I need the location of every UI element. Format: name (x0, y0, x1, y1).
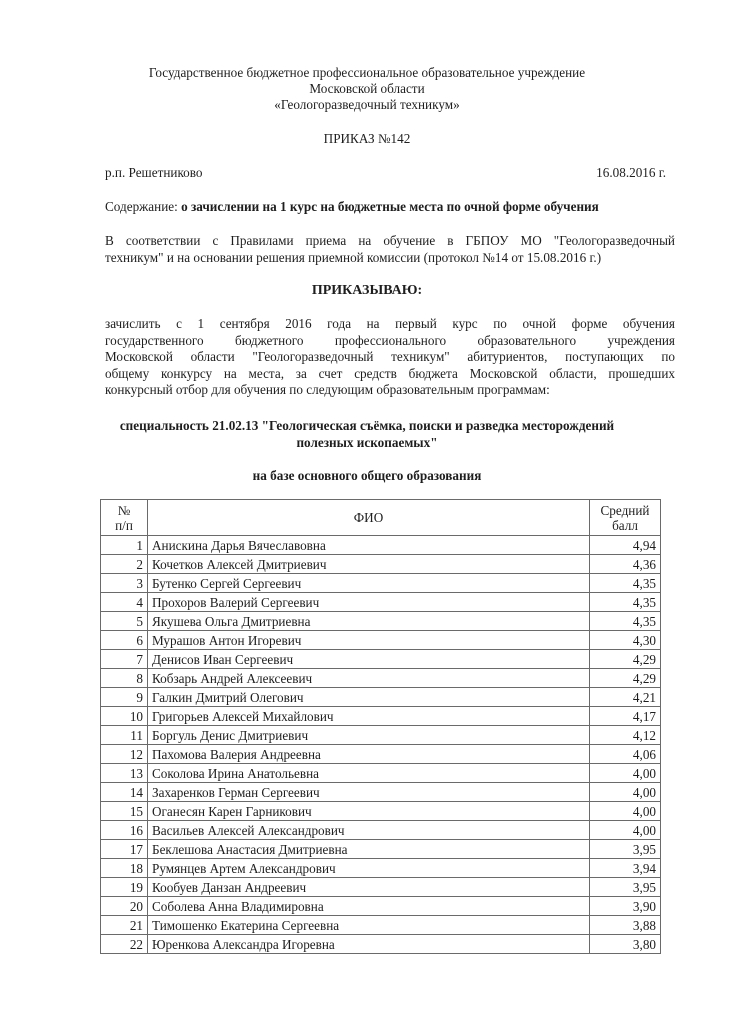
header-score-line-1: Средний (600, 502, 650, 518)
average-score: 3,90 (590, 897, 661, 916)
average-score: 3,80 (590, 935, 661, 954)
student-name: Якушева Ольга Дмитриевна (148, 612, 590, 631)
enrollment-table (100, 499, 661, 954)
table-row (101, 897, 661, 916)
average-score: 4,00 (590, 764, 661, 783)
average-score: 4,29 (590, 669, 661, 688)
table-row (101, 726, 661, 745)
header-full-name: ФИО (148, 500, 590, 536)
row-number: 6 (101, 631, 148, 650)
org-name-line-1: Государственное бюджетное профессиональное образовательное учреждение (148, 65, 586, 80)
header-average-score (590, 500, 661, 536)
order-place: р.п. Решетниково (105, 165, 203, 180)
decree-line-1: зачислить с 1 сентября 2016 года на первый курс по очной форме обучения (105, 316, 675, 331)
row-number: 19 (101, 878, 148, 897)
table-row (101, 612, 661, 631)
student-name: Бутенко Сергей Сергеевич (148, 574, 590, 593)
row-number: 15 (101, 802, 148, 821)
order-subject (105, 198, 675, 215)
row-number: 5 (101, 612, 148, 631)
order-basis (105, 233, 675, 266)
table-row (101, 555, 661, 574)
average-score: 4,17 (590, 707, 661, 726)
table-row (101, 574, 661, 593)
student-name: Захаренков Герман Сергеевич (148, 783, 590, 802)
order-title: ПРИКАЗ №142 (323, 131, 411, 146)
average-score: 4,35 (590, 574, 661, 593)
decree-line-2: государственного бюджетного профессионального образовательного учреждения (105, 332, 675, 348)
student-name: Мурашов Антон Игоревич (148, 631, 590, 650)
header-number-line-2: п/п (115, 517, 133, 533)
basis-line-1: В соответствии с Правилами приема на обучение в ГБПОУ МО "Геологоразведочный (105, 233, 675, 248)
specialty-title-line-1: специальность 21.02.13 "Геологическая съёмка, поиски и разведка месторождений (119, 418, 615, 433)
average-score: 4,00 (590, 802, 661, 821)
student-name: Денисов Иван Сергеевич (148, 650, 590, 669)
student-name: Прохоров Валерий Сергеевич (148, 593, 590, 612)
row-number: 10 (101, 707, 148, 726)
table-row (101, 783, 661, 802)
row-number: 16 (101, 821, 148, 840)
student-name: Румянцев Артем Александрович (148, 859, 590, 878)
table-row (101, 764, 661, 783)
table-row (101, 935, 661, 954)
student-name: Григорьев Алексей Михайлович (148, 707, 590, 726)
row-number: 17 (101, 840, 148, 859)
table-row (101, 802, 661, 821)
student-name: Галкин Дмитрий Олегович (148, 688, 590, 707)
org-name-line-3: «Геологоразведочный техникум» (274, 97, 460, 112)
row-number: 7 (101, 650, 148, 669)
average-score: 3,94 (590, 859, 661, 878)
student-name: Оганесян Карен Гарникович (148, 802, 590, 821)
table-row (101, 650, 661, 669)
org-name-line-2: Московской области (309, 81, 425, 96)
average-score: 4,12 (590, 726, 661, 745)
table-row (101, 745, 661, 764)
specialty-title-line-2: полезных ископаемых" (296, 435, 438, 450)
table-row (101, 536, 661, 555)
table-row (101, 821, 661, 840)
average-score: 4,00 (590, 783, 661, 802)
table-row (101, 688, 661, 707)
row-number: 21 (101, 916, 148, 935)
table-row (101, 707, 661, 726)
decree-line-4: общему конкурсу на места, за счет средств бюджета Московской области, прошедших (105, 365, 675, 381)
row-number: 20 (101, 897, 148, 916)
average-score: 4,06 (590, 745, 661, 764)
average-score: 3,95 (590, 840, 661, 859)
student-name: Беклешова Анастасия Дмитриевна (148, 840, 590, 859)
student-name: Кообуев Данзан Андреевич (148, 878, 590, 897)
row-number: 18 (101, 859, 148, 878)
row-number: 8 (101, 669, 148, 688)
row-number: 14 (101, 783, 148, 802)
table-header-row (101, 500, 661, 536)
table-row (101, 878, 661, 897)
table-row (101, 859, 661, 878)
average-score: 4,94 (590, 536, 661, 555)
average-score: 4,00 (590, 821, 661, 840)
average-score: 4,29 (590, 650, 661, 669)
subject-label: Содержание: (105, 199, 182, 214)
student-name: Юренкова Александра Игоревна (148, 935, 590, 954)
decree-text (105, 316, 675, 399)
row-number: 4 (101, 593, 148, 612)
average-score: 4,35 (590, 612, 661, 631)
table-row (101, 840, 661, 859)
row-number: 9 (101, 688, 148, 707)
header-number-line-1: № (117, 502, 131, 518)
row-number: 11 (101, 726, 148, 745)
header-number (101, 500, 148, 536)
student-name: Кобзарь Андрей Алексеевич (148, 669, 590, 688)
student-name: Соколова Ирина Анатольевна (148, 764, 590, 783)
table-row (101, 631, 661, 650)
student-name: Васильев Алексей Александрович (148, 821, 590, 840)
student-name: Соболева Анна Владимировна (148, 897, 590, 916)
student-name: Кочетков Алексей Дмитриевич (148, 555, 590, 574)
row-number: 2 (101, 555, 148, 574)
average-score: 4,30 (590, 631, 661, 650)
table-row (101, 916, 661, 935)
average-score: 4,36 (590, 555, 661, 574)
decree-line-3: Московской области "Геологоразведочный техникум" абитуриентов, поступающих по (105, 349, 675, 365)
row-number: 13 (101, 764, 148, 783)
subject-text: о зачислении на 1 курс на бюджетные места по очной форме обучения (181, 199, 599, 214)
basis-line-2: техникум" и на основании решения приемной комиссии (протокол №14 от 15.08.2016 г.) (105, 249, 602, 265)
student-name: Тимошенко Екатерина Сергеевна (148, 916, 590, 935)
average-score: 3,95 (590, 878, 661, 897)
row-number: 12 (101, 745, 148, 764)
table-row (101, 593, 661, 612)
row-number: 22 (101, 935, 148, 954)
order-date: 16.08.2016 г. (596, 165, 666, 180)
header-score-line-2: балл (612, 517, 638, 533)
education-basis: на базе основного общего образования (252, 468, 482, 483)
table-row (101, 669, 661, 688)
order-heading: ПРИКАЗЫВАЮ: (311, 283, 423, 298)
row-number: 1 (101, 536, 148, 555)
student-name: Анискина Дарья Вячеславовна (148, 536, 590, 555)
average-score: 3,88 (590, 916, 661, 935)
decree-line-5: конкурсный отбор для обучения по следующим образовательным программам: (105, 382, 550, 398)
average-score: 4,21 (590, 688, 661, 707)
average-score: 4,35 (590, 593, 661, 612)
student-name: Пахомова Валерия Андреевна (148, 745, 590, 764)
row-number: 3 (101, 574, 148, 593)
student-name: Боргуль Денис Дмитриевич (148, 726, 590, 745)
